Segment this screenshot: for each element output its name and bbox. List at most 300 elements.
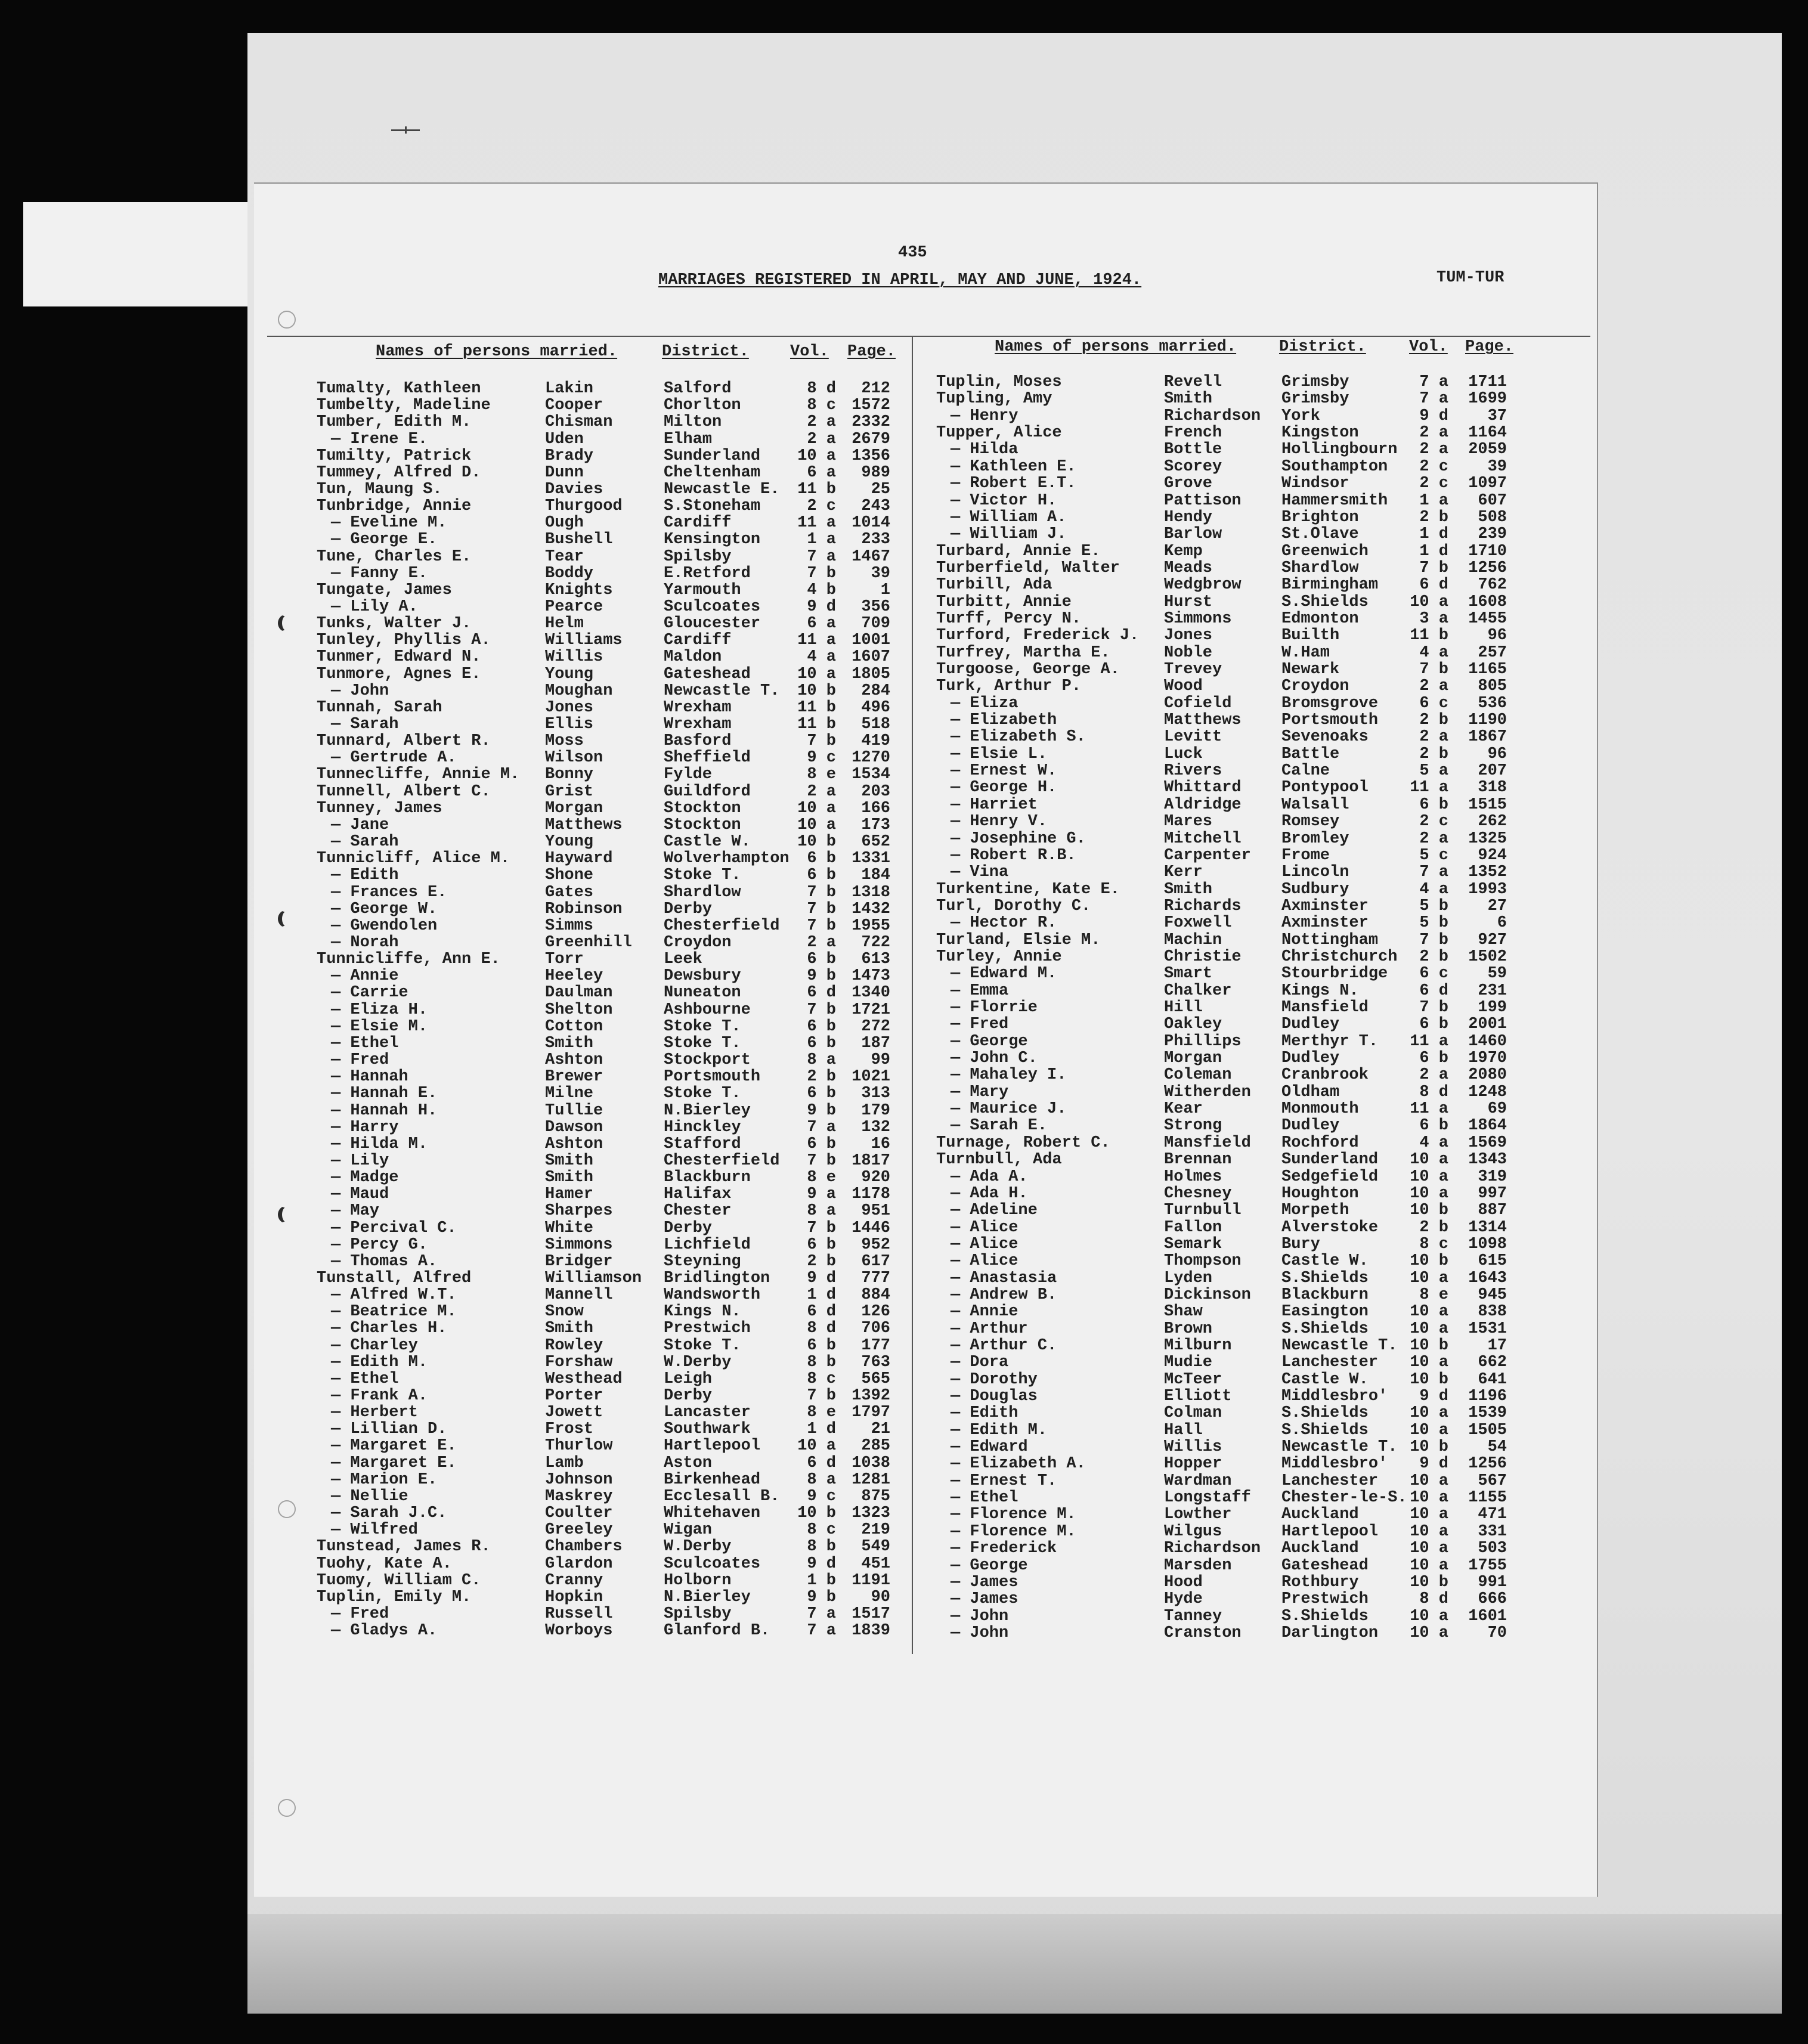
entry-district: York: [1281, 407, 1320, 425]
entry-district: W.Derby: [664, 1353, 732, 1371]
entry-district: Dudley: [1281, 1015, 1340, 1034]
entry-spouse-surname: Simmons: [545, 1235, 613, 1254]
entry-district: Dewsbury: [664, 967, 741, 986]
entry-spouse-surname: Kerr: [1164, 863, 1203, 882]
entry-name: — Emma: [951, 981, 1009, 1000]
entry-volume: 10 a: [1410, 1167, 1448, 1186]
entry-name: — Jane: [331, 816, 389, 834]
entry-district: Derby: [664, 900, 713, 918]
entry-spouse-surname: Brady: [545, 447, 594, 465]
entry-volume: 8 d: [1419, 1083, 1448, 1101]
entry-page: 17: [1487, 1336, 1507, 1355]
entry-district: Easington: [1281, 1303, 1369, 1321]
entry-page: 536: [1478, 694, 1507, 713]
entry-volume: 2 a: [1419, 424, 1448, 442]
entry-name: — Ernest W.: [951, 762, 1057, 781]
entry-spouse-surname: Jones: [545, 698, 594, 717]
entry-spouse-surname: Bonny: [545, 766, 594, 784]
entry-district: S.Shields: [1281, 1607, 1369, 1625]
register-entry: [0, 864, 1808, 881]
entry-page: 1864: [1468, 1117, 1507, 1135]
entry-page: 503: [1478, 1540, 1507, 1558]
entry-district: Birkenhead: [664, 1470, 761, 1489]
register-entry: [0, 712, 1808, 729]
entry-page: 884: [861, 1286, 890, 1305]
entry-district: Wrexham: [664, 698, 732, 717]
entry-spouse-surname: Greeley: [545, 1521, 613, 1540]
register-entry: [0, 475, 1808, 492]
entry-name: — Annie: [951, 1303, 1018, 1321]
entry-spouse-surname: Morgan: [1164, 1049, 1222, 1067]
entry-name: — Elizabeth A.: [951, 1455, 1086, 1473]
entry-spouse-surname: Ough: [545, 514, 584, 532]
entry-spouse-surname: Williams: [545, 631, 623, 650]
entry-page: 99: [871, 1051, 890, 1069]
register-entry: [0, 459, 1808, 475]
entry-volume: 7 b: [1419, 661, 1448, 679]
entry-district: Milton: [664, 413, 722, 432]
register-entry: [0, 374, 1808, 391]
entry-spouse-surname: Aldridge: [1164, 795, 1242, 814]
entry-spouse-surname: Heeley: [545, 967, 603, 986]
entry-name: — Charles H.: [331, 1320, 447, 1338]
entry-volume: 10 b: [1410, 1252, 1448, 1271]
entry-page: 722: [861, 933, 890, 952]
entry-spouse-surname: Ashton: [545, 1135, 603, 1153]
entry-volume: 6 b: [1419, 795, 1448, 814]
entry-page: 952: [861, 1235, 890, 1254]
entry-name: — Robert E.T.: [951, 475, 1076, 493]
entry-district: S.Shields: [1281, 1404, 1369, 1423]
entry-district: Lichfield: [664, 1235, 751, 1254]
entry-page: 184: [861, 866, 890, 885]
entry-name: Tunley, Phyllis A.: [317, 631, 491, 650]
entry-spouse-surname: Tanney: [1164, 1607, 1222, 1625]
entry-spouse-surname: Meads: [1164, 559, 1213, 577]
entry-page: 951: [861, 1202, 890, 1221]
register-entry: [0, 1084, 1808, 1101]
entry-name: — Nellie: [331, 1487, 408, 1506]
entry-spouse-surname: Kemp: [1164, 542, 1203, 560]
entry-district: Battle: [1281, 745, 1340, 763]
entry-district: Chesterfield: [664, 1151, 780, 1170]
entry-spouse-surname: Elliott: [1164, 1388, 1232, 1405]
register-entry: [0, 898, 1808, 915]
entry-volume: 7 a: [807, 547, 836, 566]
entry-volume: 10 b: [1410, 1336, 1448, 1355]
entry-volume: 8 a: [807, 1051, 836, 1069]
entry-volume: 2 a: [807, 782, 836, 801]
entry-district: S.Stoneham: [664, 497, 761, 515]
entry-name: — Lillian D.: [331, 1420, 447, 1439]
entry-page: 199: [1478, 999, 1507, 1017]
entry-name: — Elizabeth S.: [951, 728, 1086, 747]
entry-district: Aston: [664, 1454, 713, 1472]
register-entry: [0, 577, 1808, 593]
entry-name: — Edith M.: [951, 1421, 1048, 1439]
entry-spouse-surname: Kear: [1164, 1100, 1203, 1118]
entry-volume: 6 c: [1419, 694, 1448, 713]
entry-name: — Edward M.: [951, 965, 1057, 983]
entry-district: Blackburn: [664, 1169, 751, 1187]
register-entry: [0, 661, 1808, 678]
register-entry: [0, 1135, 1808, 1151]
entry-page: 1318: [852, 883, 890, 902]
entry-spouse-surname: Smith: [545, 1034, 594, 1052]
index-range: TUM-TUR: [1437, 269, 1504, 287]
entry-spouse-surname: Daulman: [545, 984, 613, 1002]
entry-volume: 10 a: [1410, 593, 1448, 611]
entry-spouse-surname: Westhead: [545, 1370, 623, 1388]
entry-page: 496: [861, 698, 890, 717]
entry-spouse-surname: Hopkin: [545, 1588, 603, 1606]
entry-volume: 10 a: [1410, 1151, 1448, 1169]
register-entry: [0, 509, 1808, 526]
entry-volume: 1 d: [807, 1420, 836, 1439]
entry-volume: 1 d: [1419, 542, 1448, 560]
entry-district: Edmonton: [1281, 609, 1359, 628]
entry-name: — Gwendolen: [331, 916, 438, 935]
entry-name: Tunnicliffe, Ann E.: [317, 950, 500, 969]
entry-volume: 11 b: [797, 480, 836, 498]
entry-district: Hartlepool: [664, 1437, 761, 1455]
entry-volume: 9 b: [807, 1588, 836, 1606]
entry-volume: 2 b: [1419, 1218, 1448, 1237]
entry-volume: 6 b: [807, 1235, 836, 1254]
entry-district: Sheffield: [664, 749, 751, 767]
entry-page: 207: [1478, 762, 1507, 781]
entry-district: Sunderland: [1281, 1151, 1379, 1169]
entry-page: 1001: [852, 631, 890, 650]
entry-district: Elham: [664, 430, 713, 448]
entry-name: Tuomy, William C.: [317, 1571, 481, 1590]
entry-volume: 10 b: [797, 833, 836, 851]
entry-spouse-surname: Luck: [1164, 745, 1203, 763]
entry-district: Castle W.: [1281, 1370, 1369, 1389]
entry-spouse-surname: Hill: [1164, 999, 1203, 1017]
entry-spouse-surname: Wedgbrow: [1164, 576, 1242, 594]
entry-spouse-surname: Smart: [1164, 965, 1213, 983]
entry-page: 1601: [1468, 1607, 1507, 1625]
entry-volume: 11 a: [1410, 1032, 1448, 1051]
entry-volume: 8 c: [807, 397, 836, 415]
register-entry: [0, 1571, 1808, 1591]
entry-spouse-surname: Bottle: [1164, 441, 1222, 459]
entry-district: Spilsby: [664, 547, 732, 566]
entry-district: Christchurch: [1281, 947, 1398, 966]
register-entry: [0, 1270, 1808, 1287]
entry-spouse-surname: Robinson: [545, 900, 623, 918]
entry-page: 924: [1478, 846, 1507, 865]
entry-volume: 9 d: [1419, 407, 1448, 425]
entry-district: Sunderland: [664, 447, 761, 465]
entry-name: — Lily: [331, 1151, 389, 1170]
entry-name: — Madge: [331, 1169, 399, 1187]
entry-name: — Eveline M.: [331, 514, 447, 532]
entry-spouse-surname: Milne: [545, 1085, 594, 1103]
register-entry: [0, 1422, 1808, 1439]
entry-district: Yarmouth: [664, 581, 741, 599]
entry-volume: 10 a: [1410, 1421, 1448, 1439]
entry-spouse-surname: Revell: [1164, 373, 1222, 391]
entry-district: Merthyr T.: [1281, 1032, 1379, 1051]
entry-page: 419: [861, 732, 890, 751]
entry-spouse-surname: Carpenter: [1164, 846, 1251, 865]
entry-page: 219: [861, 1521, 890, 1540]
entry-page: 1517: [852, 1605, 890, 1623]
entry-district: Halifax: [664, 1185, 732, 1204]
entry-district: Stoke T.: [664, 1017, 741, 1036]
entry-district: Greenwich: [1281, 542, 1369, 560]
entry-name: — Ethel: [951, 1489, 1018, 1507]
entry-page: 132: [861, 1118, 890, 1136]
entry-volume: 9 d: [1419, 1455, 1448, 1473]
entry-spouse-surname: Smith: [1164, 390, 1213, 408]
entry-spouse-surname: Bushell: [545, 531, 613, 549]
entry-volume: 7 b: [807, 1219, 836, 1237]
register-entry: [0, 441, 1808, 458]
entry-page: 662: [1478, 1354, 1507, 1372]
entry-name: — Elsie M.: [331, 1017, 428, 1036]
entry-page: 187: [861, 1034, 890, 1052]
entry-district: Lancaster: [664, 1404, 751, 1422]
entry-volume: 7 b: [807, 732, 836, 751]
entry-page: 39: [1487, 457, 1507, 476]
entry-volume: 7 a: [807, 1118, 836, 1136]
entry-spouse-surname: Scorey: [1164, 457, 1222, 476]
entry-district: Hammersmith: [1281, 491, 1388, 510]
entry-name: — Ernest T.: [951, 1472, 1057, 1490]
entry-district: Ecclesall B.: [664, 1487, 780, 1506]
entry-spouse-surname: Wood: [1164, 677, 1203, 696]
register-entry: [0, 594, 1808, 611]
entry-name: — Sarah: [331, 833, 399, 851]
entry-spouse-surname: Johnson: [545, 1470, 613, 1489]
page-title: MARRIAGES REGISTERED IN APRIL, MAY AND JUNE, 1924.: [658, 271, 1142, 289]
entry-spouse-surname: Williamson: [545, 1269, 642, 1287]
entry-district: Chesterfield: [664, 916, 780, 935]
entry-volume: 11 b: [797, 698, 836, 717]
entry-spouse-surname: Richards: [1164, 897, 1242, 915]
register-entry: [0, 627, 1808, 644]
entry-district: Middlesbro': [1281, 1455, 1388, 1473]
entry-page: 641: [1478, 1370, 1507, 1389]
register-entry: [0, 999, 1808, 1019]
entry-page: 1178: [852, 1185, 890, 1204]
entry-district: Lanchester: [1281, 1354, 1379, 1372]
entry-spouse-surname: Ellis: [545, 716, 594, 733]
entry-spouse-surname: Thompson: [1164, 1252, 1242, 1271]
entry-name: — Henry: [951, 407, 1018, 425]
register-entry: [0, 1625, 1808, 1642]
entry-volume: 6 d: [807, 1454, 836, 1472]
entry-name: — Percy G.: [331, 1235, 428, 1254]
entry-spouse-surname: Uden: [545, 430, 584, 448]
entry-spouse-surname: French: [1164, 424, 1222, 442]
entry-volume: 8 d: [1419, 1590, 1448, 1609]
entry-page: 706: [861, 1320, 890, 1338]
entry-page: 126: [861, 1303, 890, 1321]
entry-district: Whitehaven: [664, 1504, 761, 1523]
register-entry: [0, 1033, 1808, 1050]
entry-name: — Lily A.: [331, 598, 418, 616]
entry-page: 471: [1478, 1506, 1507, 1524]
entry-name: — Hannah: [331, 1068, 408, 1086]
entry-spouse-surname: Tear: [545, 547, 584, 566]
entry-district: Sedgefield: [1281, 1167, 1379, 1186]
entry-district: Gateshead: [664, 665, 751, 683]
entry-name: — Robert R.B.: [951, 846, 1076, 865]
entry-page: 1323: [852, 1504, 890, 1523]
entry-name: — Marion E.: [331, 1470, 438, 1489]
register-entry: [0, 779, 1808, 796]
entry-district: Salford: [664, 380, 732, 398]
register-entry: [0, 1185, 1808, 1202]
entry-name: — Fred: [331, 1605, 389, 1623]
entry-page: 1038: [852, 1454, 890, 1472]
register-entry: [0, 1554, 1808, 1575]
entry-district: Prestwich: [1281, 1590, 1369, 1609]
entry-district: Lanchester: [1281, 1472, 1379, 1490]
entry-volume: 9 d: [807, 1554, 836, 1573]
register-entry: [0, 425, 1808, 441]
entry-district: Stoke T.: [664, 866, 741, 885]
entry-name: — Kathleen E.: [951, 457, 1076, 476]
entry-volume: 9 d: [807, 1269, 836, 1287]
entry-district: Spilsby: [664, 1605, 732, 1623]
entry-volume: 10 b: [797, 682, 836, 700]
entry-spouse-surname: Oakley: [1164, 1015, 1222, 1034]
entry-volume: 3 a: [1419, 609, 1448, 628]
entry-district: Newcastle E.: [664, 480, 780, 498]
register-entry: [0, 813, 1808, 830]
entry-volume: 8 e: [807, 1169, 836, 1187]
entry-spouse-surname: Hamer: [545, 1185, 594, 1204]
entry-district: Chester-le-S.: [1281, 1489, 1407, 1507]
entry-spouse-surname: Simms: [545, 916, 594, 935]
entry-volume: 2 c: [1419, 475, 1448, 493]
entry-page: 1343: [1468, 1151, 1507, 1169]
register-entry: [0, 1337, 1808, 1354]
entry-page: 762: [1478, 576, 1507, 594]
entry-volume: 7 b: [1419, 931, 1448, 949]
entry-spouse-surname: Willis: [1164, 1438, 1222, 1457]
entry-volume: 9 d: [807, 598, 836, 616]
entry-page: 1569: [1468, 1134, 1507, 1152]
entry-page: 1699: [1468, 390, 1507, 408]
entry-volume: 10 a: [1410, 1540, 1448, 1558]
entry-spouse-surname: Willis: [545, 648, 603, 667]
entry-page: 90: [871, 1588, 890, 1606]
entry-volume: 6 b: [807, 866, 836, 885]
entry-district: Cardiff: [664, 514, 732, 532]
register-entry: [0, 645, 1808, 661]
entry-district: Morpeth: [1281, 1201, 1349, 1220]
register-entry: [0, 1470, 1808, 1490]
entry-name: Turnbull, Ada: [936, 1151, 1062, 1169]
entry-district: Castle W.: [1281, 1252, 1369, 1271]
entry-name: — John: [331, 682, 389, 700]
entry-spouse-surname: Glardon: [545, 1554, 613, 1573]
entry-volume: 4 a: [807, 648, 836, 667]
entry-volume: 8 d: [807, 380, 836, 398]
entry-volume: 10 a: [1410, 1556, 1448, 1575]
right-header-names: Names of persons married.: [995, 338, 1237, 356]
entry-page: 1190: [1468, 711, 1507, 729]
entry-volume: 6 c: [1419, 965, 1448, 983]
entry-district: Kingston: [1281, 424, 1359, 442]
entry-volume: 9 a: [807, 1185, 836, 1204]
entry-district: Southampton: [1281, 457, 1388, 476]
entry-district: Cardiff: [664, 631, 732, 650]
entry-page: 318: [1478, 779, 1507, 797]
entry-spouse-surname: Shone: [545, 866, 594, 885]
entry-district: Kings N.: [664, 1303, 741, 1321]
entry-volume: 10 a: [1410, 1184, 1448, 1203]
entry-spouse-surname: Fallon: [1164, 1218, 1222, 1237]
entry-name: — Edith M.: [331, 1353, 428, 1371]
entry-name: — Edith: [951, 1404, 1018, 1423]
entry-name: — Florence M.: [951, 1522, 1076, 1541]
entry-name: — Sarah: [331, 716, 399, 733]
entry-name: — Alice: [951, 1235, 1018, 1253]
entry-volume: 8 e: [1419, 1286, 1448, 1304]
entry-page: 69: [1487, 1100, 1507, 1118]
entry-page: 1721: [852, 1001, 890, 1019]
register-entry: [0, 543, 1808, 560]
entry-page: 1155: [1468, 1489, 1507, 1507]
entry-spouse-surname: Trevey: [1164, 661, 1222, 679]
register-entry: [0, 1100, 1808, 1120]
entry-name: — Arthur: [951, 1320, 1028, 1338]
entry-name: — Annie: [331, 967, 399, 986]
entry-name: — Hilda: [951, 441, 1018, 459]
left-header-names: Names of persons married.: [376, 343, 618, 361]
entry-name: — Hilda M.: [331, 1135, 428, 1153]
entry-page: 173: [861, 816, 890, 834]
entry-district: Derby: [664, 1219, 713, 1237]
entry-name: — John: [951, 1607, 1009, 1625]
entry-page: 319: [1478, 1167, 1507, 1186]
entry-page: 16: [871, 1135, 890, 1153]
entry-district: S.Shields: [1281, 1421, 1369, 1439]
entry-district: Bridlington: [664, 1269, 770, 1287]
entry-volume: 10 a: [797, 447, 836, 465]
entry-district: Leigh: [664, 1370, 713, 1388]
entry-district: Bromsgrove: [1281, 694, 1379, 713]
entry-volume: 10 a: [797, 665, 836, 683]
entry-page: 284: [861, 682, 890, 700]
entry-volume: 10 a: [1410, 1472, 1448, 1490]
entry-page: 262: [1478, 813, 1507, 831]
entry-district: Leek: [664, 950, 702, 969]
entry-page: 887: [1478, 1201, 1507, 1220]
entry-district: Chester: [664, 1202, 732, 1221]
entry-page: 233: [861, 531, 890, 549]
entry-district: Chorlton: [664, 397, 741, 415]
entry-page: 1710: [1468, 542, 1507, 560]
entry-page: 666: [1478, 1590, 1507, 1609]
entry-volume: 8 c: [807, 1521, 836, 1540]
entry-name: Tunstall, Alfred: [317, 1269, 472, 1287]
entry-page: 70: [1487, 1624, 1507, 1642]
entry-district: S.Shields: [1281, 1269, 1369, 1287]
entry-volume: 1 d: [1419, 525, 1448, 544]
entry-volume: 10 b: [1410, 1573, 1448, 1591]
entry-spouse-surname: Morgan: [545, 799, 603, 817]
entry-volume: 10 a: [1410, 1607, 1448, 1625]
entry-name: — Dorothy: [951, 1370, 1038, 1389]
